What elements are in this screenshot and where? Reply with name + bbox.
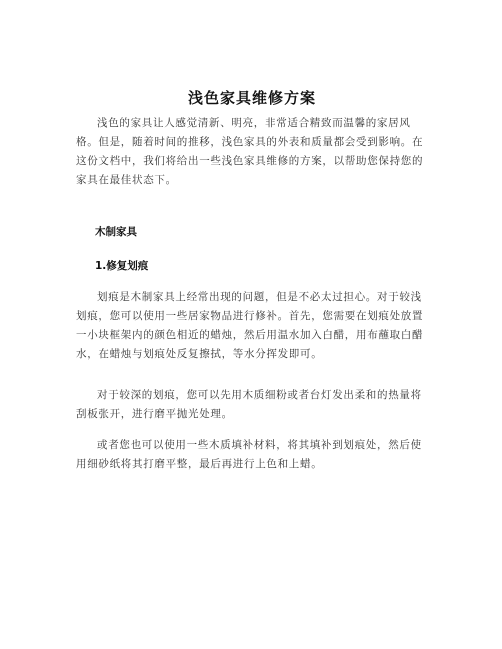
intro-paragraph: 浅色的家具让人感觉清新、明亮，非常适合精致而温馨的家居风格。但是，随着时间的推移，浅色家具的外表和质量都会受到影响。在这份文档中，我们将给出一些浅色家具维修的方案，以帮助您保持您的家具在最佳状态下。 bbox=[76, 117, 424, 186]
section-heading: 木制家具 bbox=[95, 226, 137, 238]
body-paragraph-3: 或者您也可以使用一些木质填补材料，将其填补到划痕处，然后使用细砂纸将其打磨平整，最后再进行上色和上蜡。 bbox=[76, 439, 422, 470]
body-paragraph-2: 对于较深的划痕，您可以先用木质细粉或者台灯发出柔和的热量将刮板张开，进行磨平抛光处理。 bbox=[76, 389, 422, 420]
subsection-heading: 1.修复划痕 bbox=[95, 260, 149, 272]
body-paragraph-1: 划痕是木制家具上经常出现的问题，但是不必太过担心。对于较浅划痕，您可以使用一些居家物品进行修补。首先，您需要在划痕处放置一小块框架内的颜色相近的蜡烛，然后用温水加入白醋，用布蘸取白醋水，在蜡烛与划痕处反复擦拭，等水分挥发即可。 bbox=[76, 291, 424, 360]
document-title: 浅色家具维修方案 bbox=[187, 89, 316, 107]
